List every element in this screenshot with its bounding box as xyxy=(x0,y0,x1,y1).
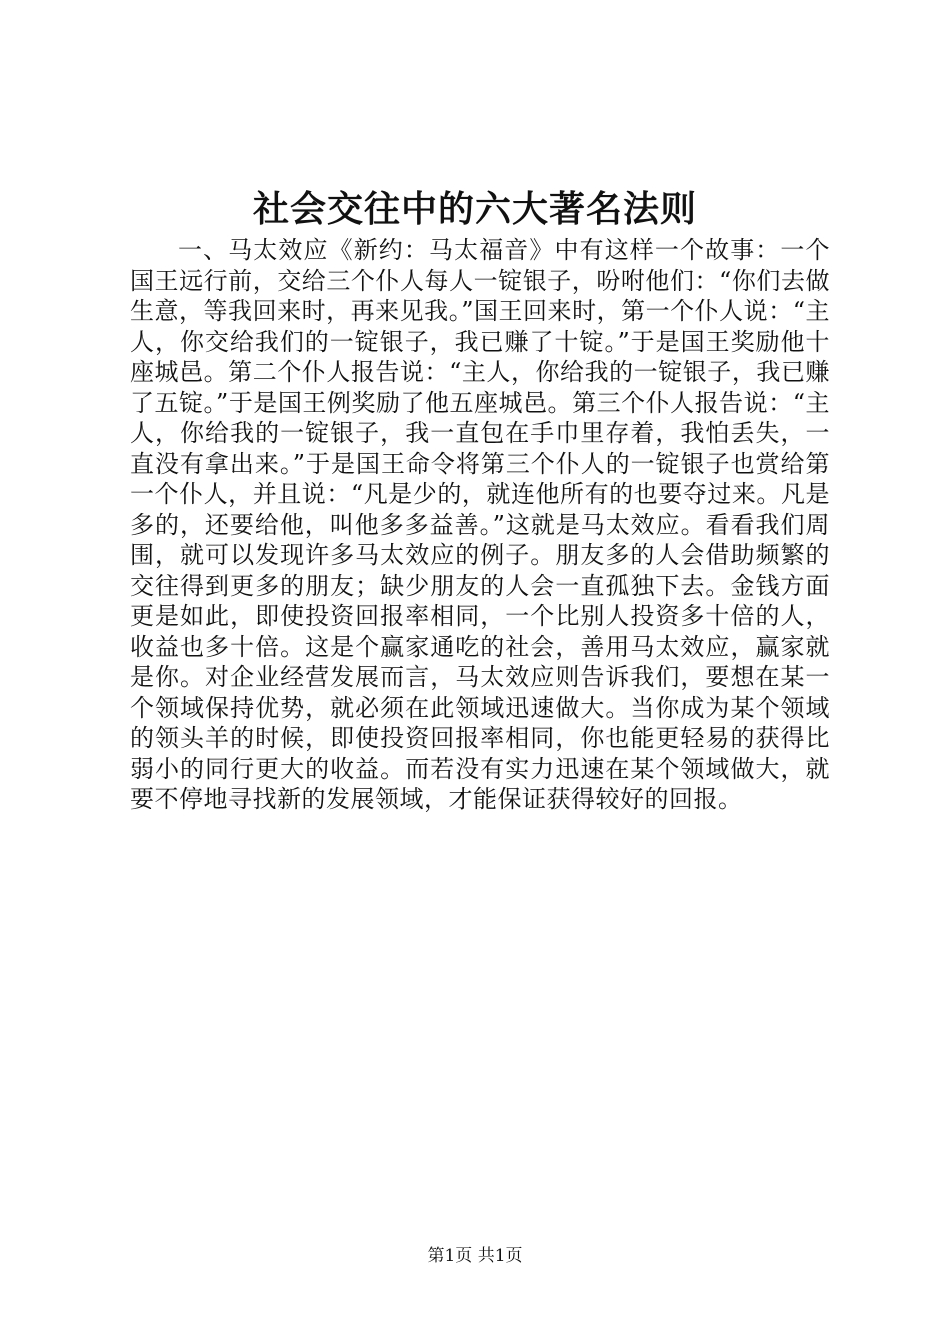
body-paragraph: 一、马太效应《新约：马太福音》中有这样一个故事：一个国王远行前，交给三个仆人每人一锭银子，吩咐他们：“你们去做生意，等我回来时，再来见我。”国王回来时，第一个仆人说：“主人，你交给我们的一锭银子，我已赚了十锭。”于是国王奖励他十座城邑。第二个仆人报告说：“主人，你给我的一锭银子，我已赚了五锭。”于是国王例奖励了他五座城邑。第三个仆人报告说：“主人，你给我的一锭银子，我一直包在手巾里存着，我怕丢失，一直没有拿出来。”于是国王命令将第三个仆人的一锭银子也赏给第一个仆人，并且说：“凡是少的，就连他所有的也要夺过来。凡是多的，还要给他，叫他多多益善。”这就是马太效应。看看我们周围，就可以发现许多马太效应的例子。朋友多的人会借助频繁的交往得到更多的朋友；缺少朋友的人会一直孤独下去。金钱方面更是如此，即使投资回报率相同，一个比别人投资多十倍的人，收益也多十倍。这是个赢家通吃的社会，善用马太效应，赢家就是你。对企业经营发展而言，马太效应则告诉我们，要想在某一个领域保持优势，就必须在此领域迅速做大。当你成为某个领域的领头羊的时候，即使投资回报率相同，你也能更轻易的获得比弱小的同行更大的收益。而若没有实力迅速在某个领域做大，就要不停地寻找新的发展领域，才能保证获得较好的回报。 xyxy=(130,236,830,813)
page-footer: 第1页 共1页 xyxy=(427,1246,523,1266)
document-title: 社会交往中的六大著名法则 xyxy=(252,188,697,230)
